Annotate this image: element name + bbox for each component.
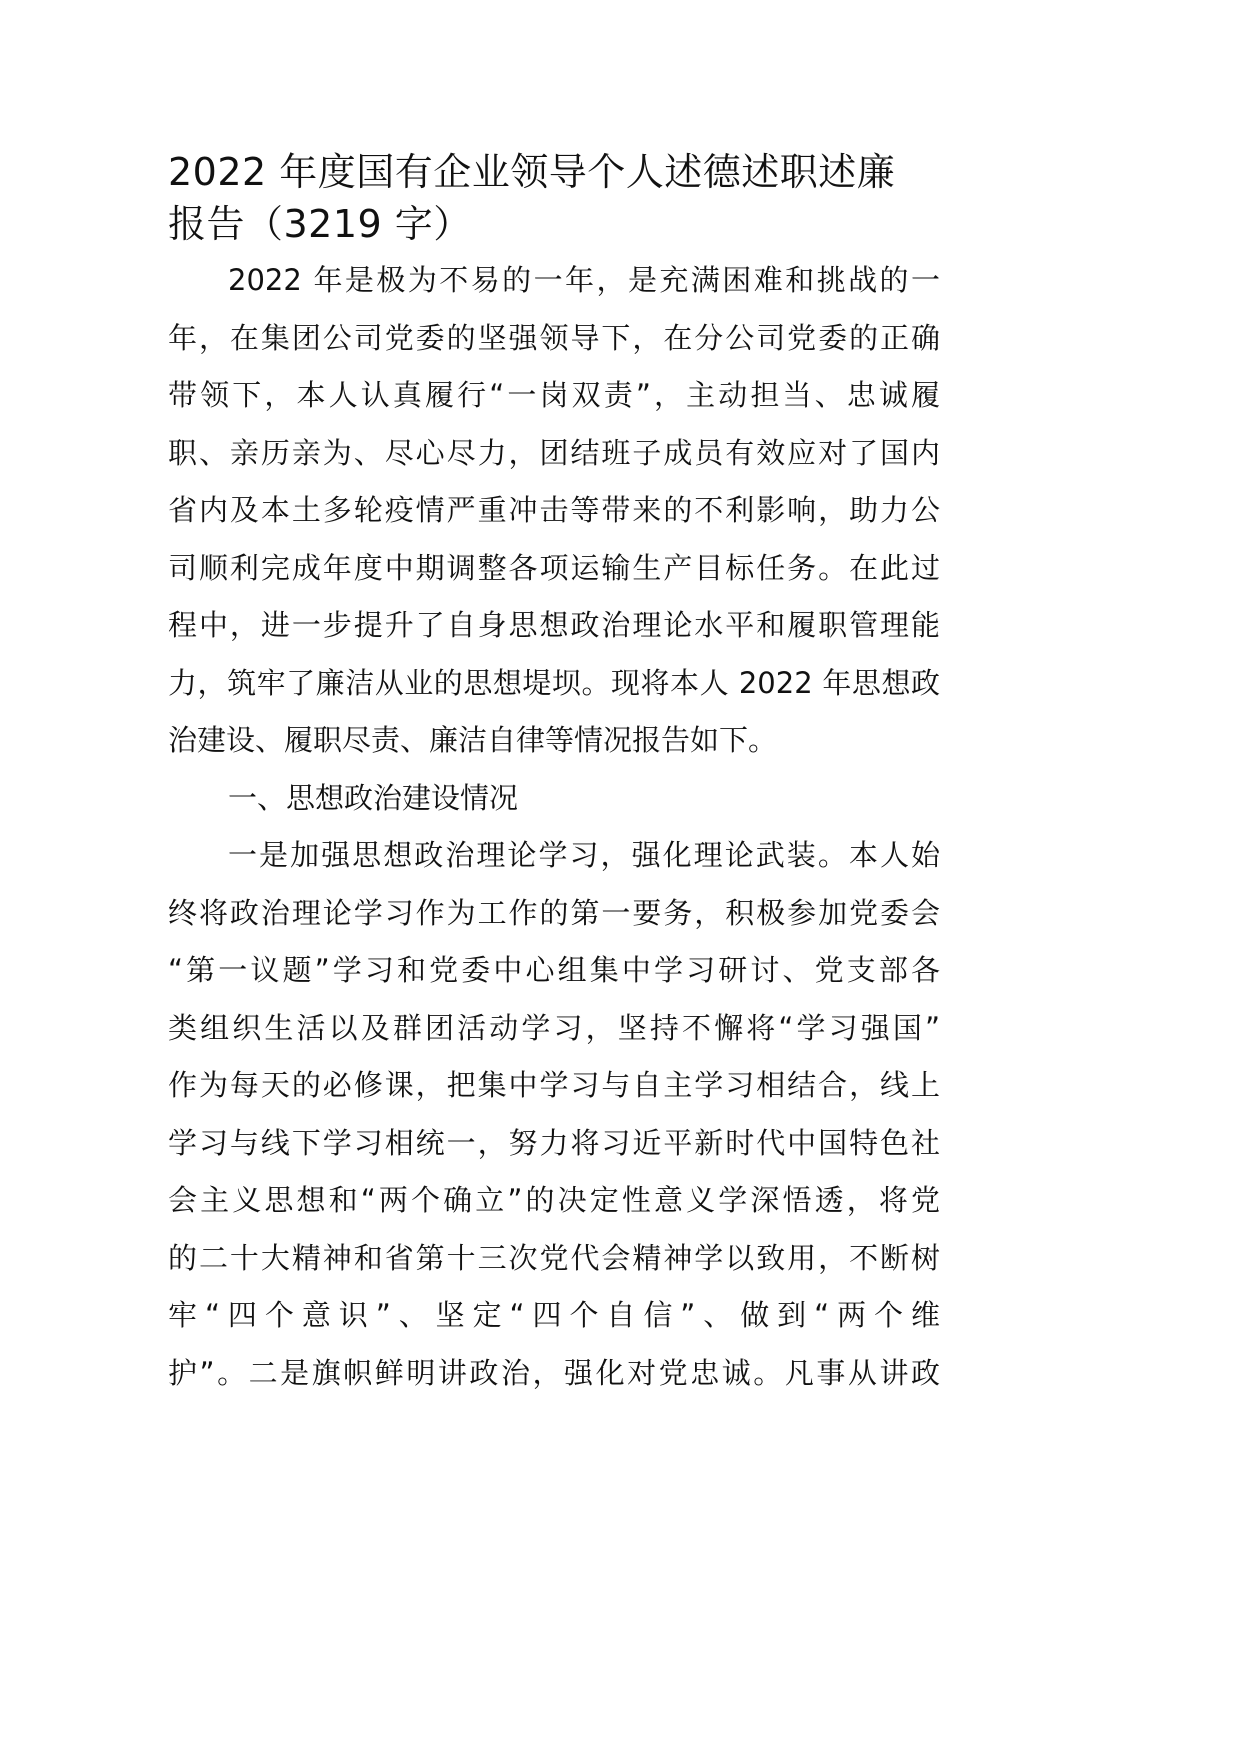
document-body — [168, 252, 940, 1402]
body-line: 带领下，本人认真履行“一岗双责”，主动担当、忠诚履 — [168, 378, 940, 412]
document-title — [168, 146, 940, 250]
body-line: 2022 年是极为不易的一年，是充满困难和挑战的一 — [228, 263, 940, 297]
body-line: 力，筑牢了廉洁从业的思想堤坝。现将本人 2022 年思想政 — [168, 665, 940, 700]
title-line-1: 2022 年度国有企业领导个人述德述职述廉 — [168, 150, 896, 194]
body-line: 年，在集团公司党委的坚强领导下，在分公司党委的正确 — [168, 320, 940, 355]
body-line: 牢“四个意识”、坚定“四个自信”、做到“两个维 — [168, 1298, 940, 1332]
title-line-2: 报告（3219 字） — [168, 202, 472, 246]
body-line: 的二十大精神和省第十三次党代会精神学以致用，不断树 — [168, 1240, 940, 1275]
body-line: 程中，进一步提升了自身思想政治理论水平和履职管理能 — [168, 608, 940, 642]
body-line: 职、亲历亲为、尽心尽力，团结班子成员有效应对了国内 — [168, 435, 940, 470]
body-line: 学习与线下学习相统一，努力将习近平新时代中国特色社 — [168, 1125, 940, 1160]
body-line: 司顺利完成年度中期调整各项运输生产目标任务。在此过 — [168, 550, 940, 585]
body-line: 护”。二是旗帜鲜明讲政治，强化对党忠诚。凡事从讲政 — [168, 1355, 940, 1390]
body-line: 省内及本土多轮疫情严重冲击等带来的不利影响，助力公 — [168, 493, 940, 527]
body-line: 类组织生活以及群团活动学习，坚持不懈将“学习强国” — [168, 1010, 940, 1045]
body-line: 会主义思想和“两个确立”的决定性意义学深悟透，将党 — [168, 1183, 940, 1217]
body-line: 一是加强思想政治理论学习，强化理论武装。本人始 — [228, 838, 940, 872]
body-line: 治建设、履职尽责、廉洁自律等情况报告如下。 — [168, 723, 778, 757]
document-page — [168, 146, 940, 1402]
section-heading: 一、思想政治建设情况 — [228, 780, 519, 815]
body-line: “第一议题”学习和党委中心组集中学习研讨、党支部各 — [168, 953, 940, 987]
body-line: 作为每天的必修课，把集中学习与自主学习相结合，线上 — [168, 1068, 940, 1102]
body-line: 终将政治理论学习作为工作的第一要务，积极参加党委会 — [168, 895, 940, 930]
